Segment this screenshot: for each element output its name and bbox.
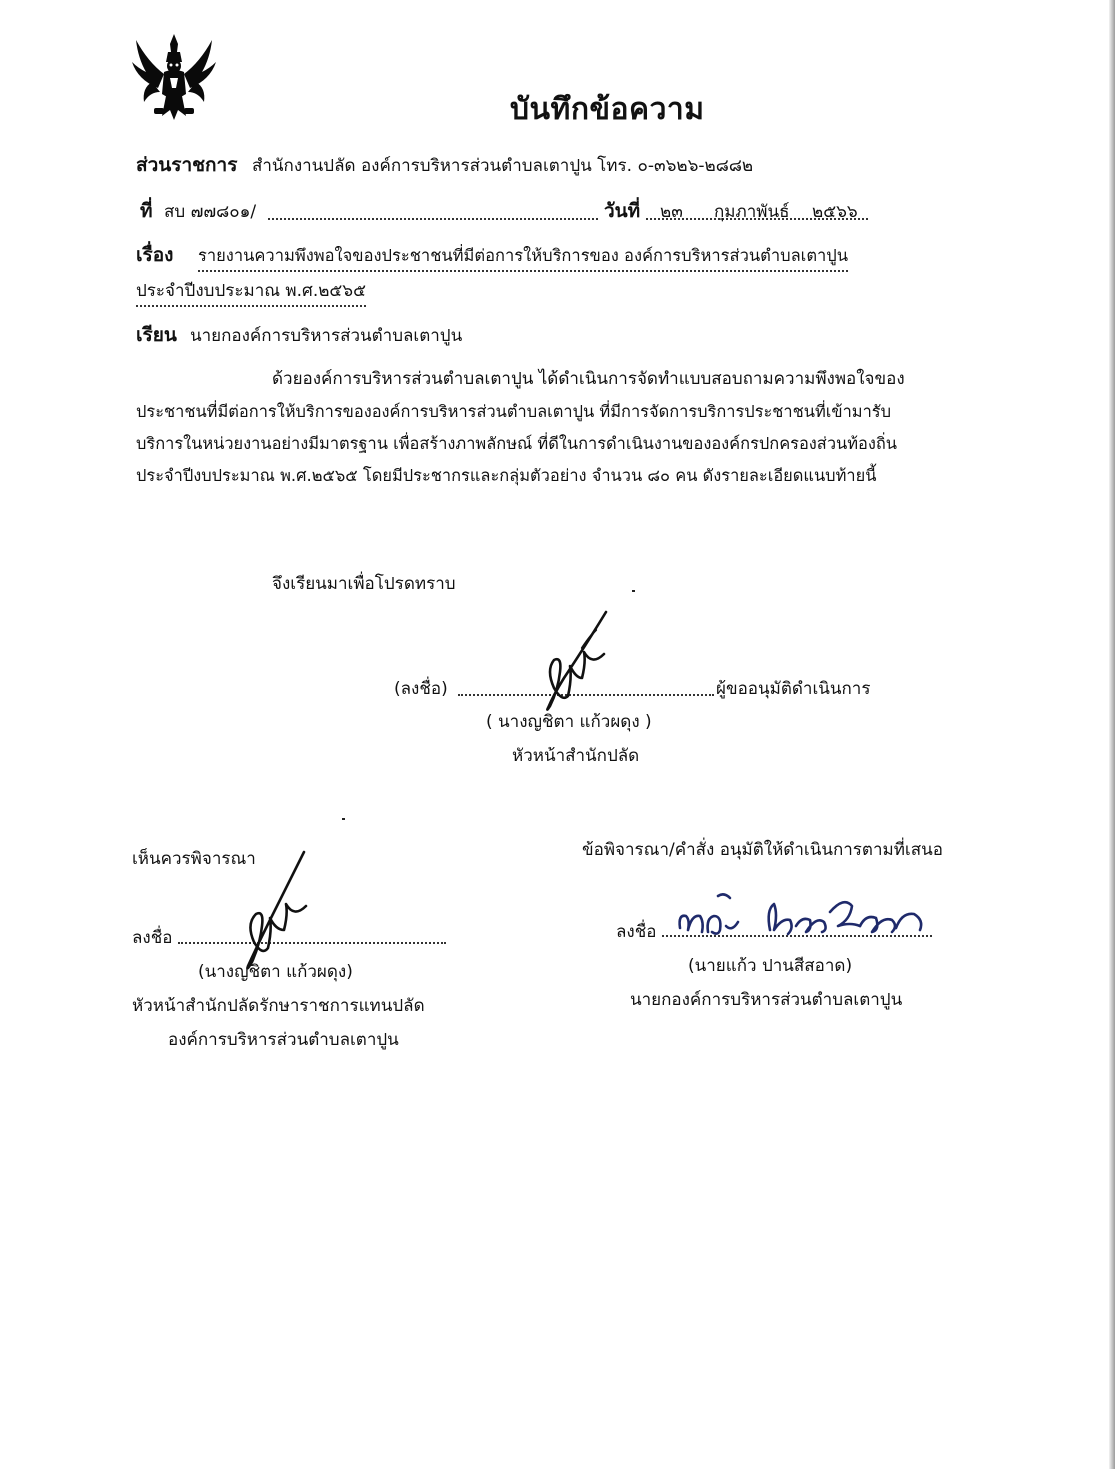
to-value: นายกองค์การบริหารส่วนตำบลเตาปูน [190,326,463,346]
right-signer-position: นายกองค์การบริหารส่วนตำบลเตาปูน [630,990,903,1010]
subject-line-2: ประจำปีงบประมาณ พ.ศ.๒๕๖๕ [136,277,366,307]
page-edge-shadow [1109,0,1115,1469]
right-sign-prefix: ลงชื่อ [616,922,657,942]
main-sign-suffix: ผู้ขออนุมัติดำเนินการ [716,679,871,699]
ref-value: สบ ๗๗๘๐๑/ [164,202,257,222]
ink-speck-2 [342,818,345,820]
date-label: วันที่ [604,200,641,222]
right-signer-name: (นายแก้ว ปานสีสอาด) [688,956,853,976]
garuda-emblem-icon [128,32,220,124]
left-opinion: เห็นควรพิจารณา [132,849,256,869]
ink-speck [632,590,635,592]
left-signer-position-2: องค์การบริหารส่วนตำบลเตาปูน [168,1030,399,1050]
body-line-1: ด้วยองค์การบริหารส่วนตำบลเตาปูน ได้ดำเนินการจัดทำแบบสอบถามความพึงพอใจของ [272,369,905,389]
date-day: ๒๓ [660,202,683,222]
left-sign-prefix: ลงชื่อ [132,928,173,948]
left-signer-name: (นางญชิตา แก้วผดุง) [198,962,353,982]
left-signer-position-1: หัวหน้าสำนักปลัดรักษาราชการแทนปลัด [132,996,425,1016]
date-month: กุมภาพันธ์ [714,202,790,222]
subject-line-1: รายงานความพึงพอใจของประชาชนที่มีต่อการให้บริการของ องค์การบริหารส่วนตำบลเตาปูน [198,243,848,272]
body-line-4: ประจำปีงบประมาณ พ.ศ.๒๕๖๕ โดยมีประชากรและกลุ่มตัวอย่าง จำนวน ๘๐ คน ดังรายละเอียดแนบท้ายนี้ [136,466,877,485]
date-year: ๒๕๖๖ [812,202,858,222]
agency-value: สำนักงานปลัด องค์การบริหารส่วนตำบลเตาปูน โทร. ๐-๓๖๒๖-๒๘๘๒ [252,156,754,176]
main-sign-prefix: (ลงชื่อ) [394,679,448,699]
body-line-2: ประชาชนที่มีต่อการให้บริการขององค์การบริหารส่วนตำบลเตาปูน ที่มีการจัดการบริการประชาชนที่เข้ามารับ [136,402,891,421]
to-label: เรียน [136,324,177,346]
ref-dotted-line [268,218,598,220]
right-handwritten-signature [674,886,936,944]
main-signer-position: หัวหน้าสำนักปลัด [512,746,640,766]
ref-label: ที่ [140,200,153,222]
memo-title: บันทึกข้อความ [510,92,705,127]
closing-text: จึงเรียนมาเพื่อโปรดทราบ [272,574,456,594]
body-line-3: บริการในหน่วยงานอย่างมีมาตรฐาน เพื่อสร้างภาพลักษณ์ ที่ดีในการดำเนินงานขององค์กรปกครองส่วนท้องถิ่น [136,434,898,453]
subject-label: เรื่อง [136,244,174,266]
main-signer-name: ( นางญชิตา แก้วผดุง ) [486,712,652,732]
right-opinion: ข้อพิจารณา/คำสั่ง อนุมัติให้ดำเนินการตามที่เสนอ [582,840,943,860]
agency-label: ส่วนราชการ [136,154,238,176]
main-handwritten-signature [524,608,614,718]
